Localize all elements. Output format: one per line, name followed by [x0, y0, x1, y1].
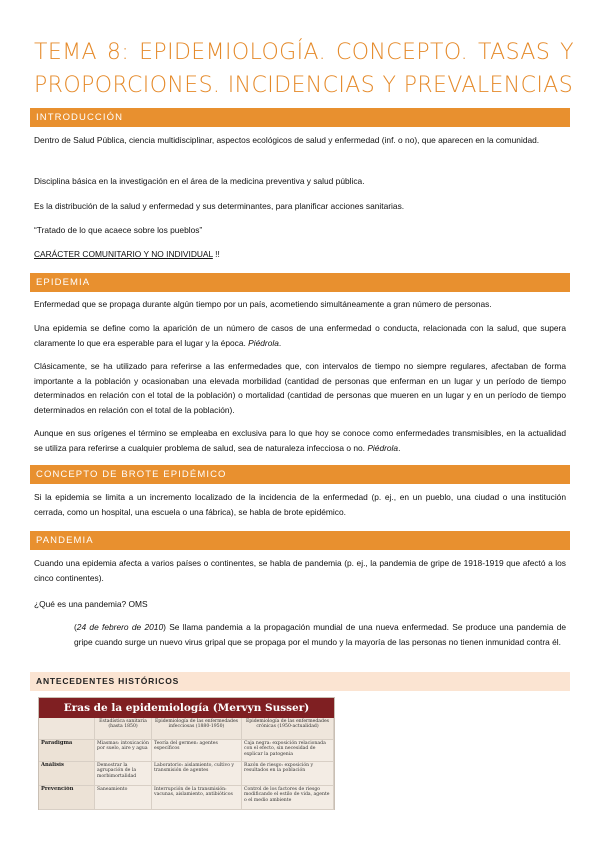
intro-emphasis: CARÁCTER COMUNITARIO Y NO INDIVIDUAL	[34, 249, 213, 259]
section-heading-introduccion: INTRODUCCIÓN	[30, 108, 570, 127]
figure-cell: Laboratorio: aislamiento, cultivo y transmisión de agentes	[152, 762, 242, 786]
page-title: TEMA 8: EPIDEMIOLOGÍA. CONCEPTO. TASAS Y PROPORCIONES. INCIDENCIAS Y PREVALENCIAS	[34, 40, 574, 98]
section-heading-antecedentes: ANTECEDENTES HISTÓRICOS	[30, 672, 570, 691]
intro-paragraph-2: Disciplina básica en la investigación en el área de la medicina preventiva y salud pública.	[34, 176, 365, 186]
epidemia-paragraph-4-text: Aunque en sus orígenes el término se empleaba en exclusiva para lo que hoy se conoce como enfermedades transmisibles, en la actualidad se utiliza para referirse a cualquier problema de salud, sea de naturaleza infecciosa o no.	[34, 428, 566, 453]
figure-cell: Miasmas: intoxicación por suelo, aire y agua	[95, 740, 152, 762]
section-heading-epidemia: EPIDEMIA	[30, 273, 570, 292]
figure-cell: Teoría del germen: agentes específicos	[152, 740, 242, 762]
intro-paragraph-1: Dentro de Salud Pública, ciencia multidisciplinar, aspectos ecológicos de salud y enfermedad (inf. o no), que aparecen en la comunidad.	[34, 135, 540, 145]
epidemia-paragraph-2-text: Una epidemia se define como la aparición de un número de casos de una enfermedad o conducta, relacionada con la salud, que supera claramente lo que era esperable para el lugar y la época.	[34, 323, 566, 348]
figure-cell: Demostrar la agrupación de la morbimortalidad	[95, 762, 152, 786]
pandemia-paragraph-3: (24 de febrero de 2010) Se llama pandemia a la propagación mundial de una nueva enfermedad. Se produce una pandemia de gripe cuando surge un nuevo virus gripal que se propaga por el mundo y la mayoría de las personas no tienen inmunidad contra él.	[74, 622, 567, 647]
epidemia-paragraph-1: Enfermedad que se propaga durante algún tiempo por un país, acometiendo simultáneamente a gran número de personas.	[34, 299, 492, 309]
pandemia-paragraph-1: Cuando una epidemia afecta a varios países o continentes, se habla de pandemia (p. ej., la pandemia de gripe de 1918-1919 que afectó a los cinco continentes).	[34, 558, 566, 583]
epidemia-paragraph-3: Clásicamente, se ha utilizado para referirse a las enfermedades que, con intervalos de tiempo no siempre regulares, afectaban de forma importante a la población y ocasionaban una elevada morbilidad (cantidad de personas que enferman en un lugar y un período de tiempo determinados en relación con el total de la población) o mortalidad (cantidad de personas que mueren en un lugar y en un período de tiempo determinados en relación con el total de la población).	[34, 361, 566, 415]
pandemia-paragraph-3-text: Se llama pandemia a la propagación mundial de una nueva enfermedad. Se produce una pandemia de gripe cuando surge un nuevo virus gripal que se propaga por el mundo y la mayoría de las personas no tienen inmunidad contra él.	[74, 622, 567, 647]
figure-col-header: Estadística sanitaria (hasta 1850)	[95, 718, 152, 740]
eras-epidemiologia-figure	[38, 697, 335, 810]
figure-cell: Razón de riesgo: exposición y resultados en la población	[242, 762, 334, 786]
pandemia-paragraph-2: ¿Qué es una pandemia? OMS	[34, 599, 148, 609]
pandemia-date: 24 de febrero de 2010	[76, 622, 164, 632]
intro-paragraph-5	[34, 247, 566, 262]
epidemia-paragraph-2: Una epidemia se define como la aparición de un número de casos de una enfermedad o conducta, relacionada con la salud, que supera claramente lo que era esperable para el lugar y la época. Piédrola.	[34, 323, 566, 348]
figure-cell: Control de los factores de riesgo modificando el estilo de vida, agente o el medio ambiente	[242, 786, 334, 810]
intro-paragraph-4: “Tratado de lo que acaece sobre los pueblos”	[34, 225, 203, 235]
figure-table	[39, 718, 334, 810]
figure-cell: Caja negra: exposición relacionada con el efecto, sin necesidad de explicar la patogenia	[242, 740, 334, 762]
figure-col-header	[39, 718, 95, 740]
figure-row-label: Análisis	[39, 762, 95, 786]
figure-title: Eras de la epidemiología (Mervyn Susser)	[39, 698, 334, 718]
figure-cell: Saneamiento	[95, 786, 152, 810]
epidemia-paragraph-4: Aunque en sus orígenes el término se empleaba en exclusiva para lo que hoy se conoce como enfermedades transmisibles, en la actualidad se utiliza para referirse a cualquier problema de salud, sea de naturaleza infecciosa o no. Piédrola.	[34, 428, 566, 453]
epidemia-paragraph-2-cite: Piédrola	[248, 337, 279, 348]
brote-paragraph-1: Si la epidemia se limita a un incremento localizado de la incidencia de la enfermedad (p. ej., en un pueblo, una ciudad o una institución cerrada, como un hospital, una escuela o una fábrica), se habla de brote epidémico.	[34, 492, 566, 517]
figure-row-label: Paradigma	[39, 740, 95, 762]
section-heading-brote: CONCEPTO DE BROTE EPIDÉMICO	[30, 465, 570, 484]
intro-paragraph-3: Es la distribución de la salud y enfermedad y sus determinantes, para planificar acciones sanitarias.	[34, 201, 405, 211]
epidemia-paragraph-4-cite: Piédrola	[367, 442, 399, 453]
section-heading-pandemia: PANDEMIA	[30, 531, 570, 550]
intro-emphasis-suffix: !!	[212, 249, 220, 259]
figure-row-label: Prevención	[39, 786, 95, 810]
figure-col-header: Epidemiología de las enfermedades crónicas (1950-actualidad)	[242, 718, 334, 740]
figure-cell: Interrupción de la transmisión: vacunas, aislamiento, antibióticos	[152, 786, 242, 810]
figure-col-header: Epidemiología de las enfermedades infecciosas (1880-1950)	[152, 718, 242, 740]
